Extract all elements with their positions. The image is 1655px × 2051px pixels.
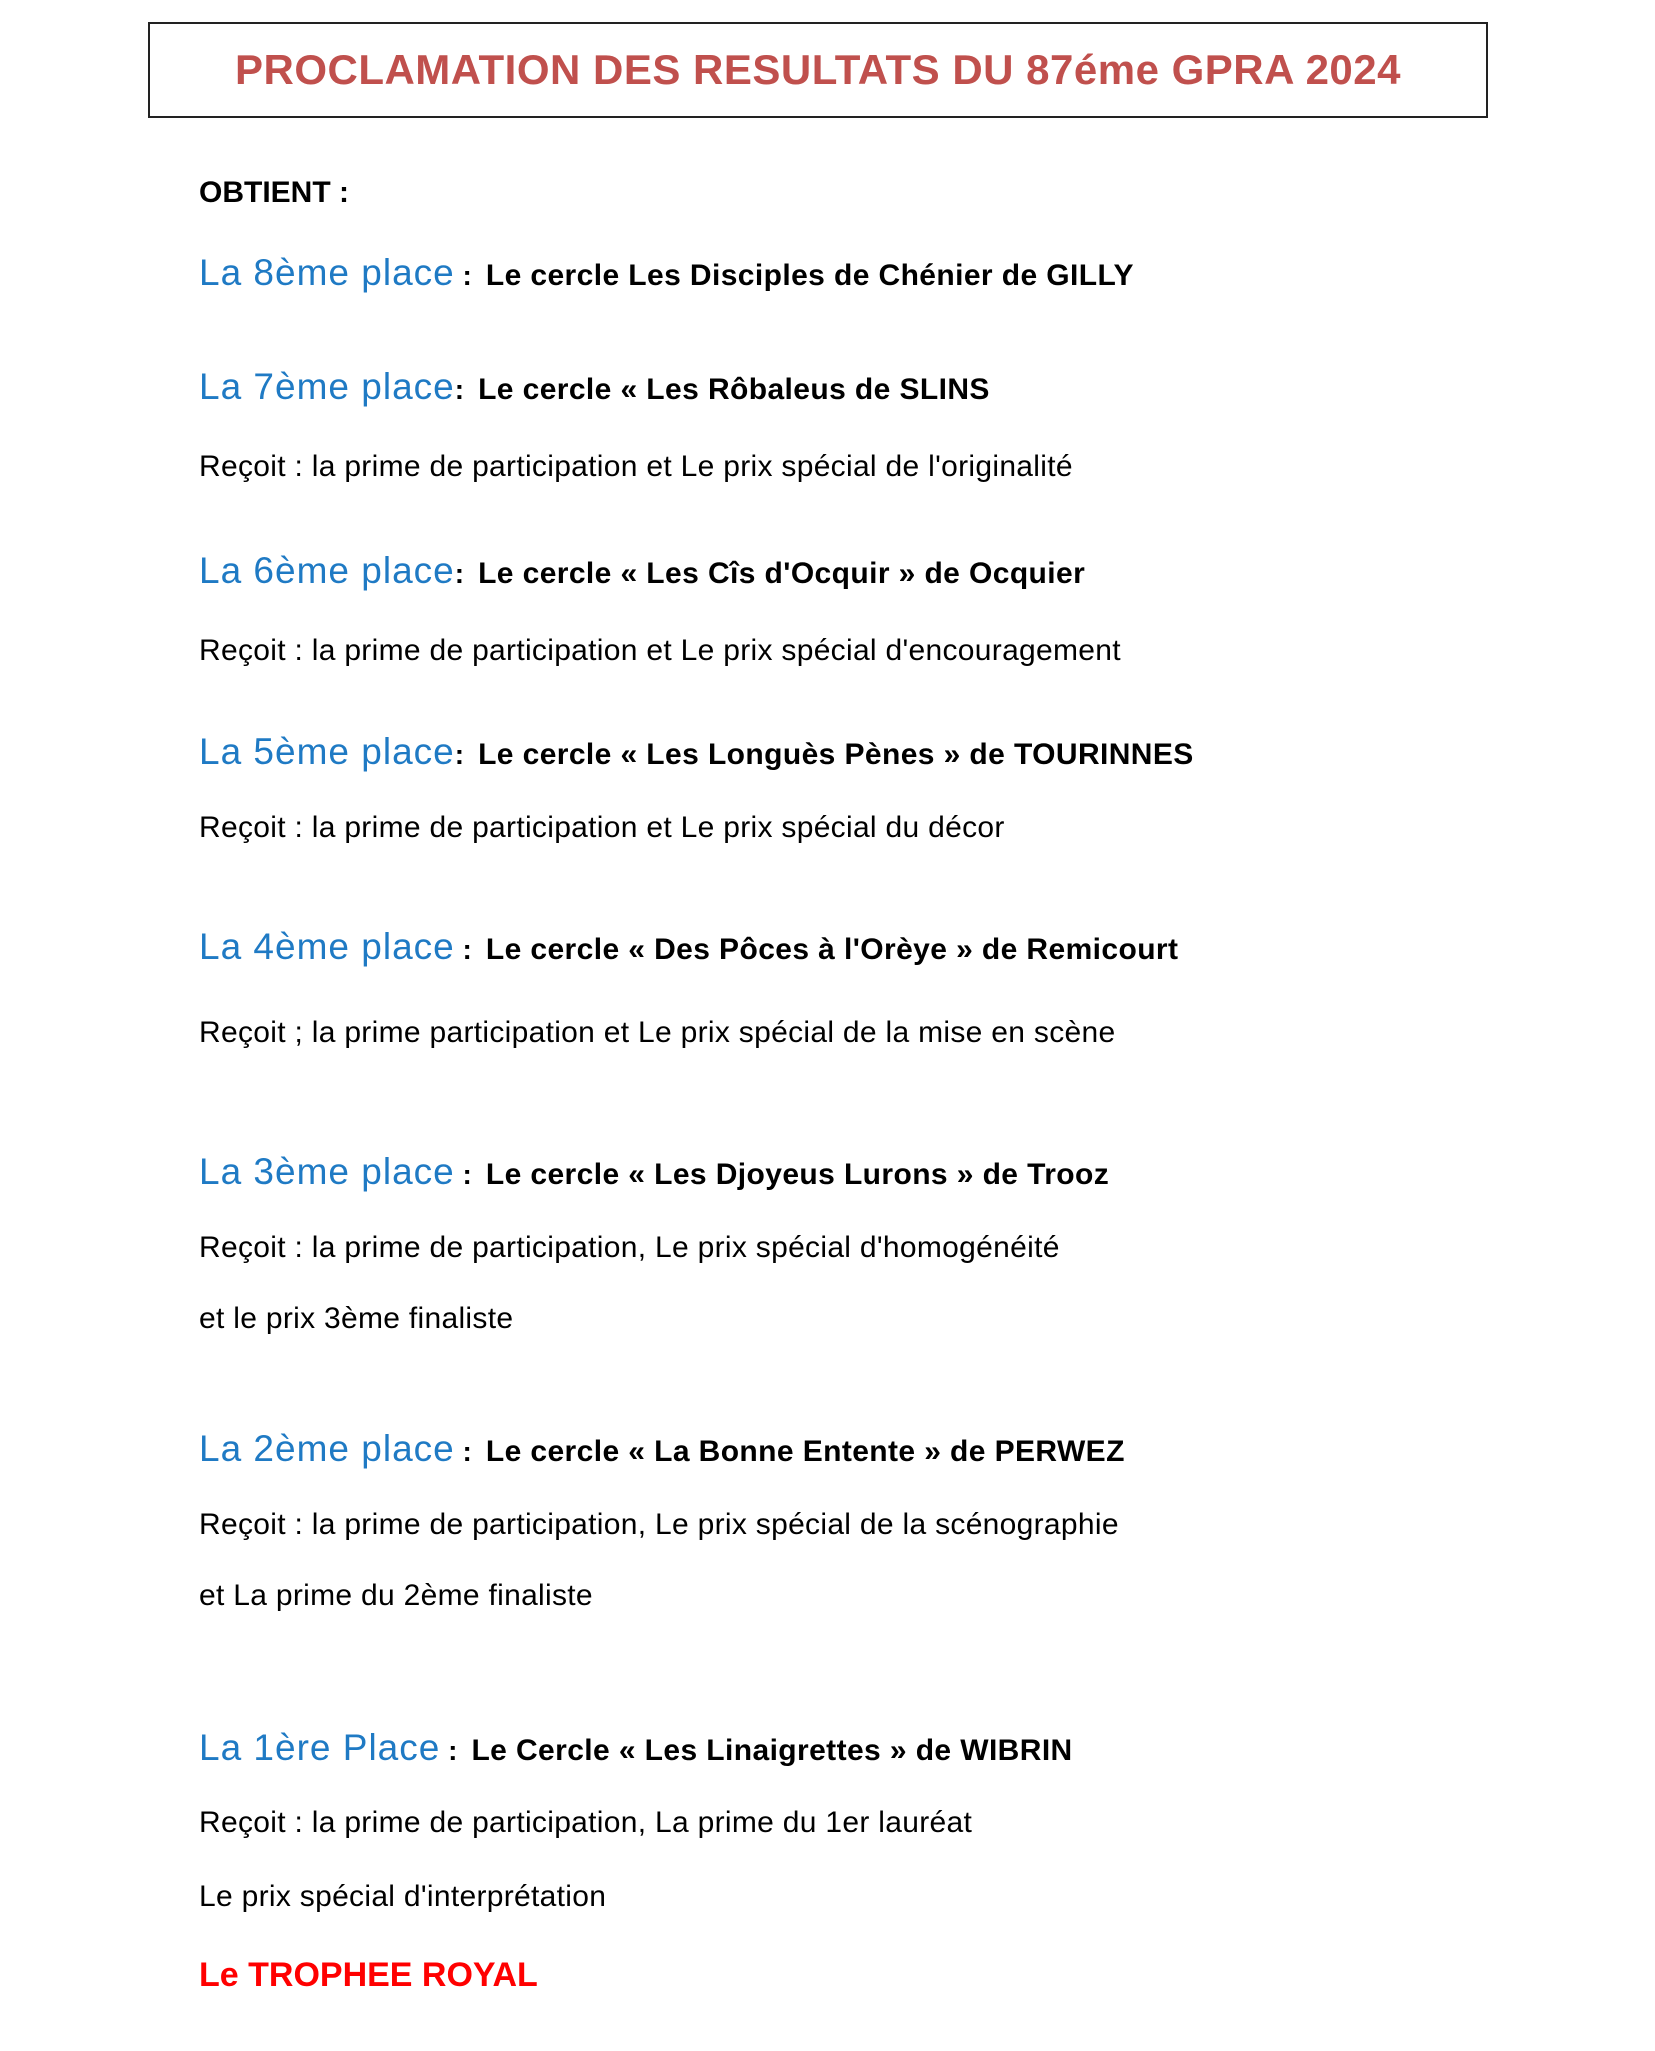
place-label: La 6ème place (199, 550, 455, 591)
place-separator: : (440, 1735, 458, 1766)
place-detail: et La prime du 2ème finaliste (199, 1579, 593, 1612)
circle-name: Le cercle « Des Pôces à l'Orèye » de Remicourt (485, 933, 1179, 966)
place-label: La 7ème place (199, 366, 455, 407)
place-label: La 8ème place (199, 252, 455, 293)
place-separator: : (454, 1436, 472, 1467)
place-heading-4 (199, 926, 1178, 968)
page-title: PROCLAMATION DES RESULTATS DU 87éme GPRA 2024 (234, 46, 1402, 93)
place-label: La 4ème place (199, 926, 455, 967)
place-separator: : (454, 1159, 472, 1190)
circle-name: Le cercle « Les Longuès Pènes » de TOURINNES (478, 738, 1194, 771)
circle-name: Le cercle « Les Cîs d'Ocquir » de Ocquier (478, 557, 1086, 590)
circle-name: Le Cercle « Les Linaigrettes » de WIBRIN (471, 1734, 1073, 1767)
place-heading-6 (199, 550, 1085, 592)
place-detail: Reçoit : la prime de participation et Le prix spécial de l'originalité (199, 450, 1073, 483)
place-label: La 1ère Place (199, 1727, 441, 1768)
circle-name: Le cercle « Les Djoyeus Lurons » de Trooz (485, 1158, 1110, 1191)
place-separator: : (454, 260, 472, 291)
place-detail: Reçoit : la prime de participation, Le prix spécial d'homogénéité (199, 1231, 1060, 1264)
place-separator: : (454, 374, 465, 405)
place-detail: Reçoit : la prime de participation et Le prix spécial du décor (199, 811, 1005, 844)
place-heading-8 (199, 252, 1134, 294)
place-label: La 2ème place (199, 1428, 455, 1469)
place-heading-2 (199, 1428, 1125, 1470)
place-heading-1 (199, 1727, 1073, 1769)
place-label: La 5ème place (199, 731, 455, 772)
place-detail: et le prix 3ème finaliste (199, 1302, 514, 1335)
title-box (148, 22, 1488, 118)
place-label: La 3ème place (199, 1151, 455, 1192)
circle-name: Le cercle Les Disciples de Chénier de GILLY (485, 259, 1134, 292)
place-separator: : (454, 558, 465, 589)
place-detail: Le prix spécial d'interprétation (199, 1880, 607, 1913)
place-detail: Reçoit : la prime de participation, Le prix spécial de la scénographie (199, 1508, 1119, 1541)
place-separator: : (454, 739, 465, 770)
place-heading-7 (199, 366, 990, 408)
intro-label: OBTIENT : (199, 176, 349, 209)
circle-name: Le cercle « Les Rôbaleus de SLINS (478, 373, 990, 406)
place-separator: : (454, 934, 472, 965)
place-detail: Reçoit ; la prime participation et Le prix spécial de la mise en scène (199, 1016, 1116, 1049)
place-detail: Reçoit : la prime de participation, La prime du 1er lauréat (199, 1806, 973, 1839)
circle-name: Le cercle « La Bonne Entente » de PERWEZ (485, 1435, 1125, 1468)
place-heading-5 (199, 731, 1194, 773)
trophy-label: Le TROPHEE ROYAL (199, 1956, 538, 1994)
place-detail: Reçoit : la prime de participation et Le prix spécial d'encouragement (199, 634, 1121, 667)
place-heading-3 (199, 1151, 1109, 1193)
